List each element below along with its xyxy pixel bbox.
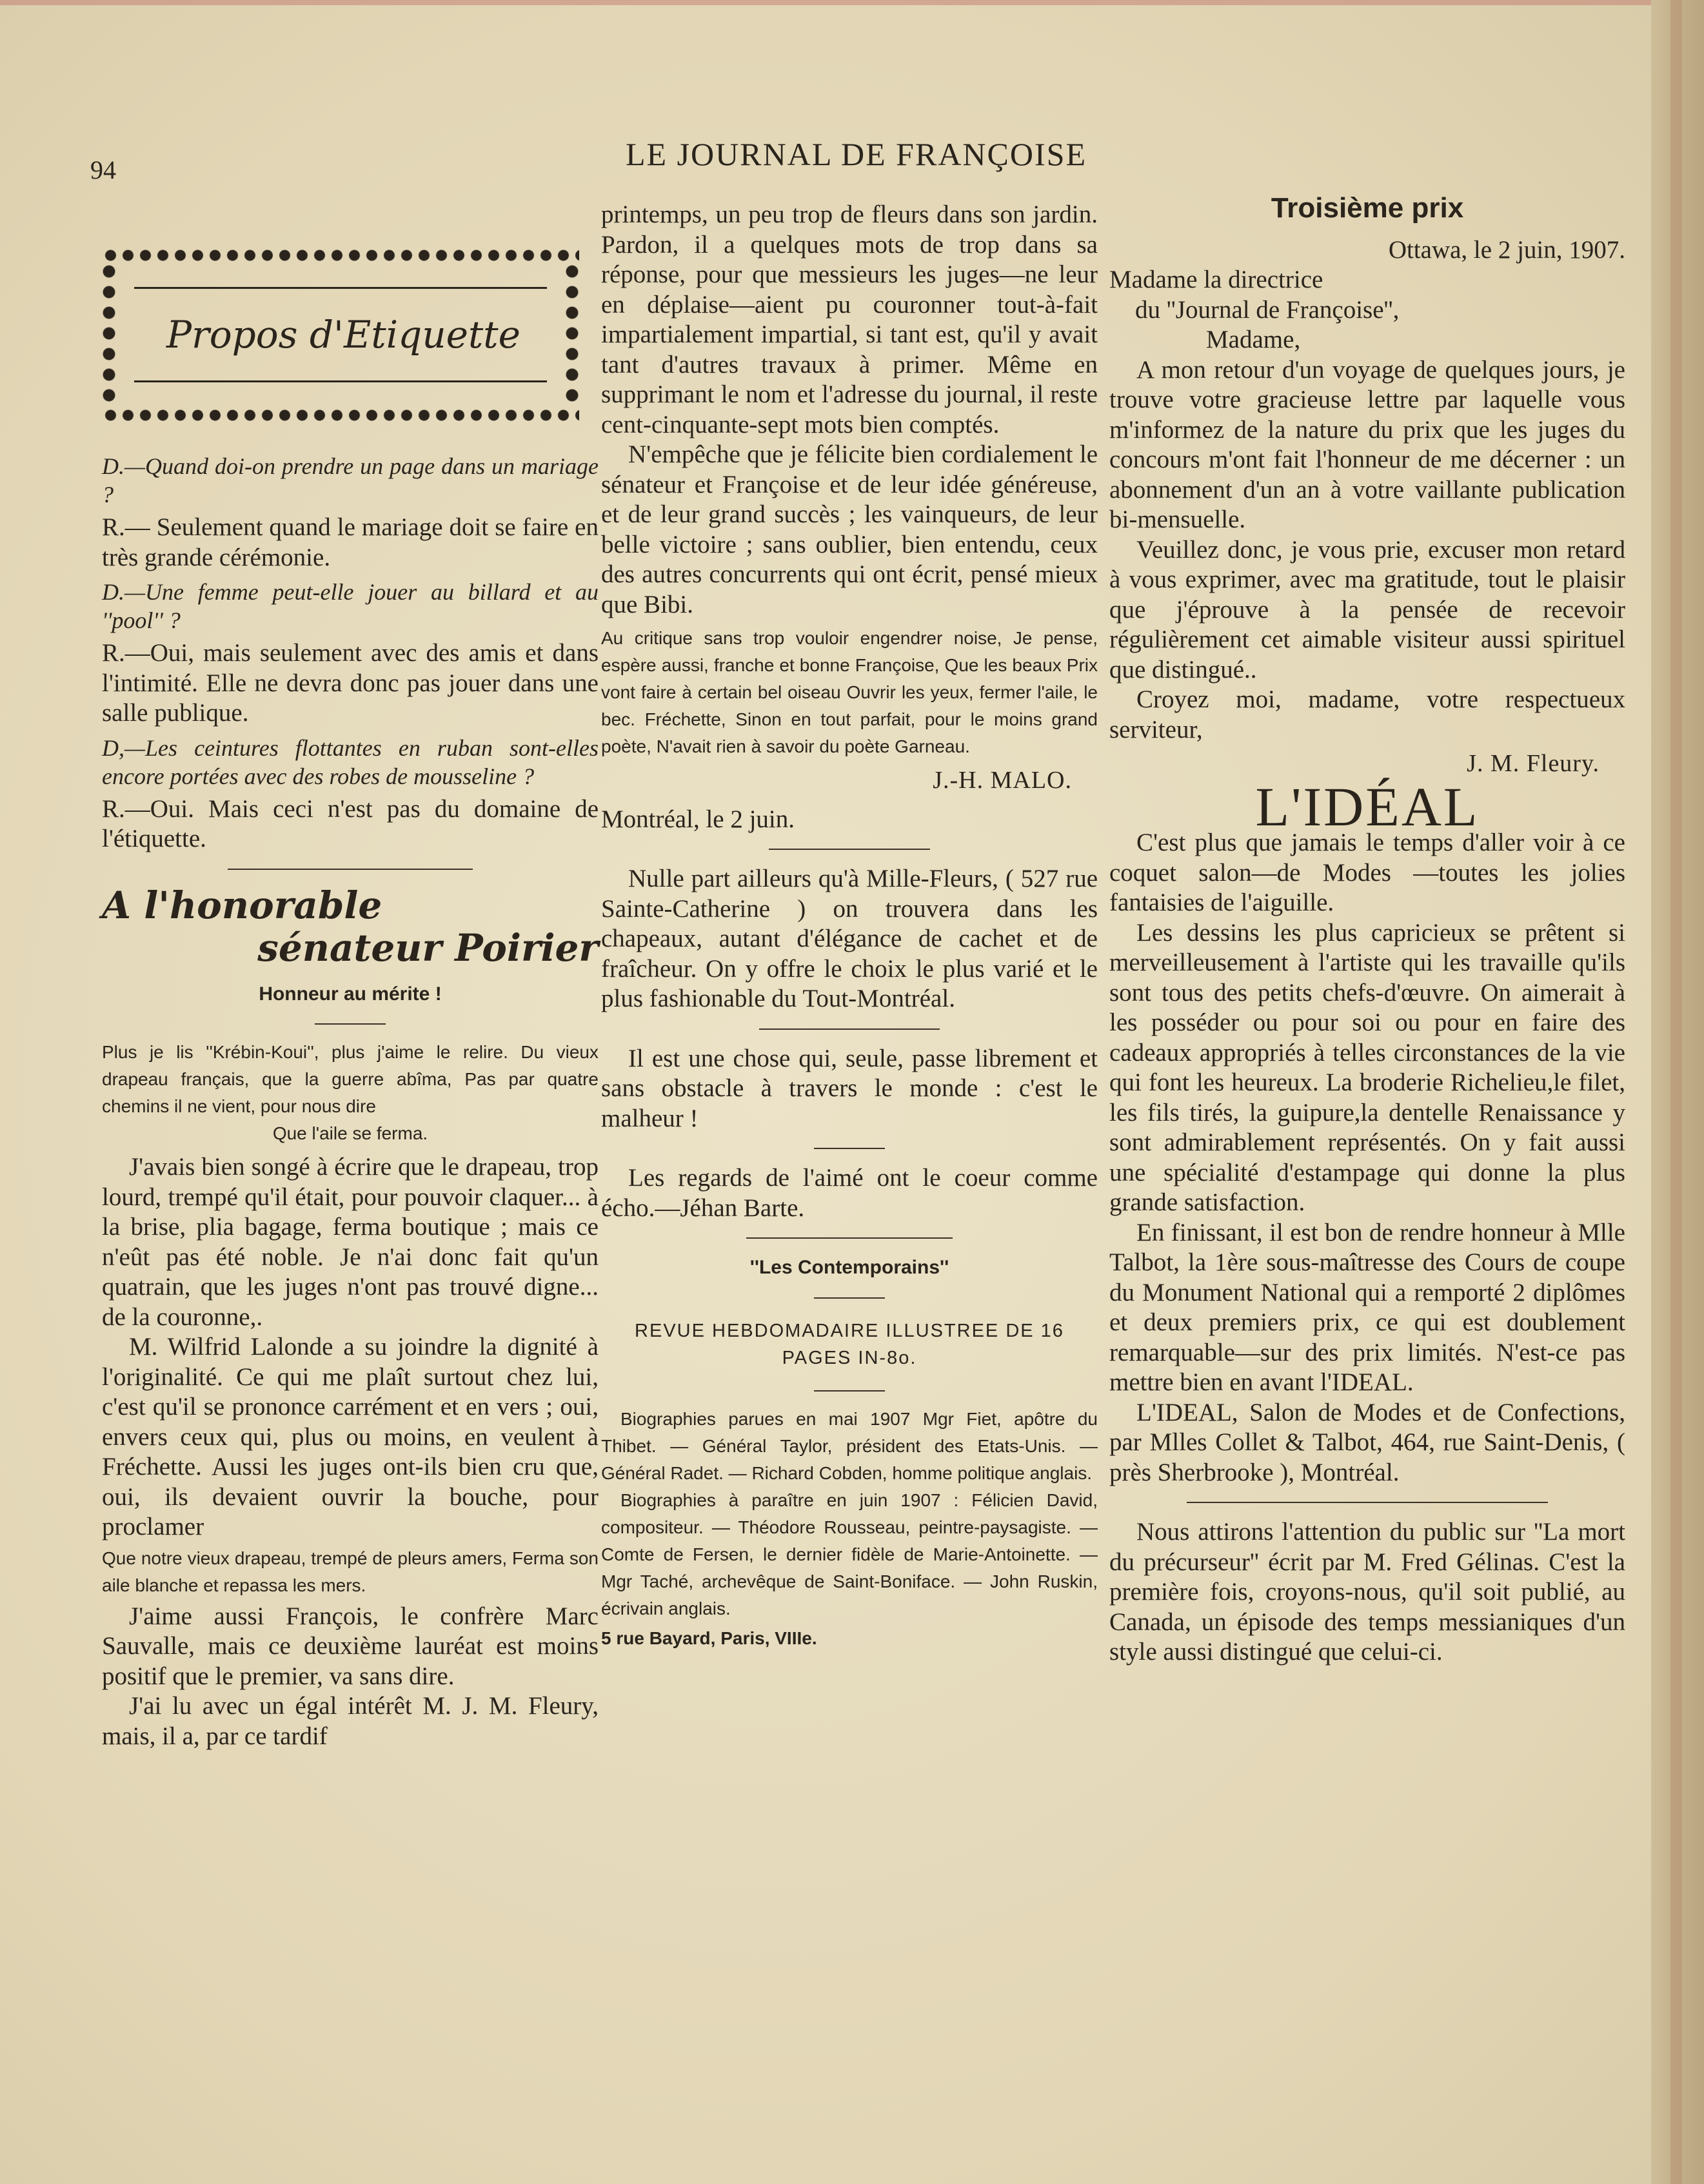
paragraph: J'aime aussi François, le confrère Marc Sauvalle, mais ce deuxième lauréat est moins positif que le premier, va sans dire. [102, 1602, 599, 1690]
paragraph: Nous attirons l'attention du public sur ''La mort du précurseur'' écrit par M. Fred Gélinas. C'est la première fois, croyons-nous, qu'il soit publié, au Canada, un épisode des temps messianiques d'un style aussi distingué que celui-ci. [1109, 1518, 1625, 1666]
dotted-border-left [102, 261, 116, 409]
place-date: Montréal, le 2 juin. [601, 805, 795, 833]
divider [814, 1390, 885, 1392]
answer-1: R.— Seulement quand le mariage doit se faire en très grande cérémonie. [102, 513, 599, 571]
revue-description: REVUE HEBDOMADAIRE ILLUSTREE DE 16 PAGES IN-8o. [635, 1320, 1064, 1368]
paragraph: A mon retour d'un voyage de quelques jours, je trouve votre gracieuse lettre par laquelle vous m'informez de la nature du prix que les juges du concours m'ont fait l'honneur de me décerner : un abonnement d'un an à votre vaillante publication bi-mensuelle. [1109, 355, 1625, 533]
section-title: Troisième prix [1271, 192, 1464, 224]
poem-1-end: Que l'aile se ferma. [272, 1123, 428, 1143]
box-rule-bottom [134, 380, 547, 382]
page-number: 94 [90, 155, 116, 184]
paragraph: N'empêche que je félicite bien cordialement le sénateur et Françoise et de leur idée généreuse, et de leur grand succès ; les vainqueurs, de leur belle victoire ; sans oublier, bien entendu, ceux des autres concurrents qui ont écrit, pensé mieux que Bibi. [601, 440, 1098, 618]
salutation: Madame, [1206, 326, 1301, 353]
biographies-may: Biographies parues en mai 1907 Mgr Fiet, apôtre du Thibet. — Général Taylor, président des Etats-Unis. — Général Radet. — Richard Cobden, homme politique anglais. [601, 1408, 1098, 1483]
dotted-border-top [102, 248, 579, 262]
maxim: Les regards de l'aimé ont le coeur comme écho.—Jéhan Barte. [601, 1164, 1098, 1222]
signature: J.-H. MALO. [933, 767, 1072, 794]
question-2: D.—Une femme peut-elle jouer au billard et au ''pool'' ? [102, 579, 599, 633]
paragraph: M. Wilfrid Lalonde a su joindre la dignité à l'originalité. Ce qui me plaît surtout chez lui, c'est qu'il se prononce carrément et en vers ; oui, envers ceux qui, plus ou moins, en veulent à Fréchette. Aussi les juges ont-ils bien cru que, oui, ils devaient ouvrir la bouche, pour proclamer [102, 1333, 599, 1540]
journal-title: LE JOURNAL DE FRANÇOISE [626, 136, 1087, 172]
signature: J. M. Fleury. [1467, 750, 1600, 777]
paragraph: J'ai lu avec un égal intérêt M. J. M. Fleury, mais, il a, par ce tardif [102, 1692, 599, 1750]
divider [315, 1023, 386, 1025]
divider [759, 1028, 940, 1030]
column-3 [1109, 193, 1625, 1668]
column-1 [102, 448, 599, 1751]
article-title-line-1: A l'honorable [102, 883, 382, 927]
salutation: Madame la directrice [1109, 266, 1323, 293]
answer-2: R.—Oui, mais seulement avec des amis et dans l'intimité. Elle ne devra donc pas jouer dans une salle publique. [102, 639, 599, 727]
dotted-border-right [565, 261, 579, 409]
paragraph: L'IDEAL, Salon de Modes et de Confections, par Mlles Collet & Talbot, 464, rue Saint-Denis, ( près Sherbrooke ), Montréal. [1109, 1398, 1625, 1486]
box-rule-top [134, 287, 547, 289]
poem-2: Que notre vieux drapeau, trempé de pleurs amers, Ferma son aile blanche et repassa les mers. [102, 1548, 599, 1595]
paragraph: J'avais bien songé à écrire que le drapeau, trop lourd, trempé qu'il était, pour pouvoir claquer... à la brise, plia bagage, ferma boutique ; mais ce n'eût pas été noble. Je n'ai donc fait qu'un quatrain, que les juges n'ont pas trouvé digne... de la couronne,. [102, 1153, 599, 1331]
question-3: D,—Les ceintures flottantes en ruban sont-elles encore portées avec des robes de mousseline ? [102, 734, 599, 789]
dotted-border-bottom [102, 408, 579, 422]
top-edge [0, 0, 1704, 5]
biographies-june: Biographies à paraître en juin 1907 : Félicien David, compositeur. — Théodore Rousseau, peintre-paysagiste. — Comte de Fersen, le dernier fidèle de Marie-Antoinette. — Mgr Taché, archevêque de Saint-Boniface. — John Ruskin, écrivain anglais. [601, 1490, 1098, 1618]
divider [814, 1148, 885, 1149]
letter-date: Ottawa, le 2 juin, 1907. [1388, 235, 1625, 264]
article-subtitle: Honneur au mérite ! [259, 983, 442, 1005]
etiquette-title-box [102, 248, 579, 422]
paragraph: printemps, un peu trop de fleurs dans son jardin. Pardon, il a quelques mots de trop dans sa réponse, pour que messieurs les juges—ne leur en déplaise—aient pu couronner tout-à-fait impartialement impartial, si tant est, qu'il y avait tant d'autres travaux à primer. Même en supprimant le nom et l'adresse du journal, il reste cent-cinquante-sept mots bien comptés. [601, 201, 1098, 438]
paragraph: En finissant, il est bon de rendre honneur à Mlle Talbot, la 1ère sous-maîtresse des Cours de coupe du Monument National qui a remporté 2 diplômes et deux premiers prix, ce qui est doublement remarquable—sur des prix limités. N'est-ce pas mettre bien en avant l'IDEAL. [1109, 1218, 1625, 1396]
poem-1: Plus je lis ''Krébin-Koui'', plus j'aime le relire. Du vieux drapeau français, que la guerre abîma, Pas par quatre chemins il ne vient, pour nous dire [102, 1042, 599, 1116]
paragraph: Veuillez donc, je vous prie, excuser mon retard à vous exprimer, avec ma gratitude, tout le plaisir que j'éprouve à la pensée de recevoir régulièrement cet aimable visiteur aussi spirituel que distingué.. [1109, 535, 1625, 684]
divider [228, 869, 473, 870]
advertisement: Nulle part ailleurs qu'à Mille-Fleurs, ( 527 rue Sainte-Catherine ) on trouvera dans les chapeaux, autant d'élégance de cachet et de fraîcheur. On y offre le choix le plus varié et le plus fashionable du Tout-Montréal. [601, 865, 1098, 1012]
ideal-title: L'IDÉAL [1255, 775, 1480, 838]
divider [769, 849, 930, 850]
publisher-address: 5 rue Bayard, Paris, VIIIe. [601, 1628, 817, 1648]
divider [1187, 1502, 1548, 1503]
divider [746, 1237, 953, 1239]
paragraph: Les dessins les plus capricieux se prêtent si merveilleusement à l'artiste qui les travaille qu'ils sont tous des petits chefs-d'œuvre. On aimerait à les posséder ou pour soi ou pour en faire des cadeaux appropriés à telles circonstances de la vie qui font les heureux. La broderie Richelieu,le filet, les fils tirés, la guipure,la dentelle Renaissance y sont admirablement représentés. On y fait aussi une spécialité d'estampage qui donne la plus grande satisfaction. [1109, 918, 1625, 1216]
paragraph: C'est plus que jamais le temps d'aller voir à ce coquet salon—de Modes —toutes les jolies fantaisies de l'aiguille. [1109, 829, 1625, 916]
salutation: du ''Journal de Françoise'', [1135, 295, 1400, 324]
answer-3: R.—Oui. Mais ceci n'est pas du domaine de l'étiquette. [102, 794, 599, 852]
article-title-line-2: sénateur Poirier [257, 925, 599, 970]
maxim: Il est une chose qui, seule, passe librement et sans obstacle à travers le monde : c'est le malheur ! [601, 1044, 1098, 1132]
binding-edge-stain [1670, 0, 1682, 2184]
divider [814, 1297, 885, 1299]
column-2 [601, 200, 1098, 1655]
paragraph: Croyez moi, madame, votre respectueux serviteur, [1109, 685, 1625, 743]
etiquette-title: Propos d'Etiquette [166, 313, 520, 357]
contemporains-title: ''Les Contemporains'' [749, 1257, 949, 1278]
question-1: D.—Quand doi-on prendre un page dans un mariage ? [102, 453, 599, 507]
poem: Au critique sans trop vouloir engendrer noise, Je pense, espère aussi, franche et bonne Françoise, Que les beaux Prix vont faire à certain bel oiseau Ouvrir les yeux, fermer l'aile, le bec. Fréchette, Sinon en tout parfait, pour le moins grand poète, N'avait rien à savoir du poète Garneau. [601, 628, 1098, 756]
page-header [90, 135, 1625, 184]
